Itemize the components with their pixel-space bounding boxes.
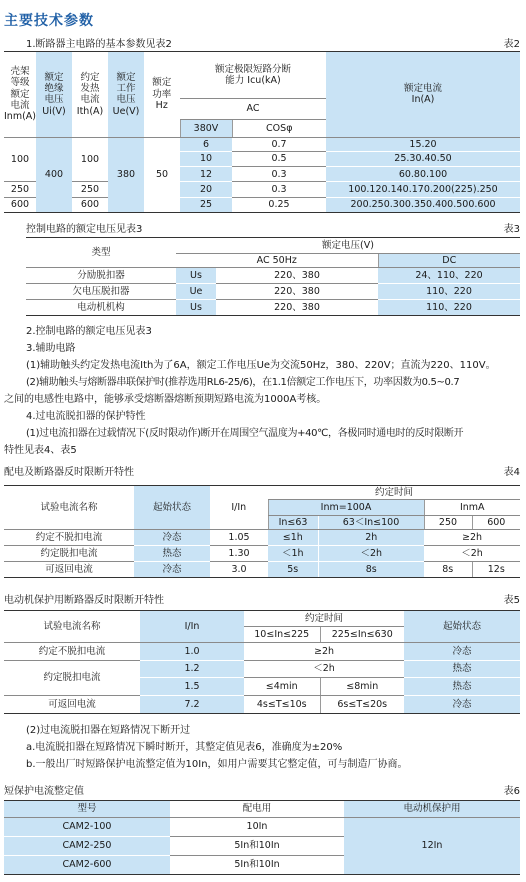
text-line: a.电流脱扣器在短路情况下瞬时断开，其整定值见表6，准确度为±20%: [26, 742, 343, 753]
cell-time-c: 8s: [424, 562, 472, 578]
table4-tag: 表4: [503, 467, 520, 478]
cell-icu: 25: [180, 197, 232, 212]
table5-tag: 表5: [503, 595, 520, 606]
cell-time-b: 8s: [318, 562, 424, 578]
cell-test-current: 约定脱扣电流: [4, 546, 134, 562]
header-in-le-63: In≤63: [268, 516, 318, 530]
cell-ith-100: 100: [72, 137, 108, 182]
header-frequency: 额定 功率 Hz: [144, 52, 180, 138]
cell-in: 15.20: [326, 137, 520, 151]
text-line: (2)辅助触头与熔断器串联保护时(推荐选用RL6-25/6)，在1.1倍额定工作电压下，功率因数为0.5~0.7: [26, 377, 460, 388]
text-line: b.一般出厂时短路保护电流整定值为10In，如用户需要其它整定值，可与制造厂协商。: [26, 759, 408, 770]
cell-frame-100: 100: [4, 137, 36, 182]
cell-cos: 0.3: [232, 182, 326, 197]
table2-caption: 1.断路器主电路的基本参数见表2: [26, 39, 172, 50]
cell-distribution: 10In: [170, 818, 344, 837]
header-i-in: I/In: [140, 611, 244, 643]
cell-i-in: 7.2: [140, 696, 244, 714]
cell-model: CAM2-250: [4, 837, 170, 856]
cell-ue-380: 380: [108, 137, 144, 212]
header-rated-voltage: 额定电压(V): [176, 238, 520, 254]
cell-motor-value: 12In: [344, 818, 520, 875]
cell-symbol: Ue: [176, 284, 216, 300]
table3: [26, 237, 520, 316]
cell-ac: 220、380: [216, 300, 378, 316]
cell-type: 欠电压脱扣器: [26, 284, 176, 300]
cell-state: 冷态: [134, 530, 210, 546]
cell-test-current: 约定不脱扣电流: [4, 643, 140, 661]
cell-time-c: ≥2h: [424, 530, 520, 546]
text-line: 4.过电流脱扣器的保护特性: [26, 411, 146, 422]
header-work-voltage: 额定 工作 电压 Ue(V): [108, 52, 144, 138]
text-line: 特性见表4、表5: [4, 445, 77, 456]
cell-time: ＜2h: [244, 661, 404, 678]
table3-tag: 表3: [503, 224, 520, 235]
cell-cos: 0.5: [232, 151, 326, 166]
cell-test-current: 可返回电流: [4, 696, 140, 714]
cell-time-b: 2h: [318, 530, 424, 546]
header-time-range-2: 225≤In≤630: [320, 627, 404, 643]
header-380v: 380V: [180, 120, 232, 137]
cell-dc: 24、110、220: [378, 268, 520, 284]
header-ac-50hz: AC 50Hz: [176, 254, 378, 268]
cell-freq-50: 50: [144, 137, 180, 212]
table4-caption: 配电及断路器反时限断开特性: [4, 467, 134, 478]
header-agreed-time: 约定时间: [244, 611, 404, 627]
header-insulation-voltage: 额定 绝缘 电压 Ui(V): [36, 52, 72, 138]
paragraph-group-1: [26, 323, 520, 391]
header-type: 类型: [26, 238, 176, 268]
header-time-range-1: 10≤In≤225: [244, 627, 320, 643]
header-rated-current: 额定电流 In(A): [326, 52, 520, 138]
cell-test-current: 可返回电流: [4, 562, 134, 578]
cell-ith-250: 250: [72, 182, 108, 197]
cell-icu: 20: [180, 182, 232, 197]
text-line: 之间的电感性电路中，能够承受熔断器熔断预期短路电流为1000A考核。: [4, 394, 327, 405]
paragraph-group-2: [26, 408, 520, 442]
table2: [4, 51, 520, 213]
cell-i-in: 1.5: [140, 678, 244, 696]
cell-time-c: ＜2h: [424, 546, 520, 562]
cell-ac: 220、380: [216, 284, 378, 300]
cell-symbol: Us: [176, 300, 216, 316]
cell-state: 热态: [134, 546, 210, 562]
cell-time-d: 12s: [472, 562, 520, 578]
cell-state: 冷态: [134, 562, 210, 578]
header-thermal-current: 约定 发热 电流 Ith(A): [72, 52, 108, 138]
cell-in: 25.30.40.50: [326, 151, 520, 166]
cell-time-a: 5s: [268, 562, 318, 578]
text-line: (1)过电流扣器在过载情况下(反时限动作)断开在周围空气温度为+40℃，各极同时通电时的反时限断开: [26, 428, 464, 439]
cell-time-a: ≤1h: [268, 530, 318, 546]
table2-tag: 表2: [503, 39, 520, 50]
table6-caption: 短保护电流整定值: [4, 786, 84, 797]
table5: [4, 610, 520, 714]
cell-time-a: ＜1h: [268, 546, 318, 562]
table5-caption: 电动机保护用断路器反时限断开特性: [4, 595, 164, 606]
cell-in: 60.80.100: [326, 167, 520, 182]
cell-type: 电动机机构: [26, 300, 176, 316]
cell-distribution: 5In和10In: [170, 856, 344, 875]
header-dc: DC: [378, 254, 520, 268]
cell-cos: 0.25: [232, 197, 326, 212]
cell-i-in: 1.0: [140, 643, 244, 661]
cell-frame-600: 600: [4, 197, 36, 212]
cell-time-2: 6s≤T≤20s: [320, 696, 404, 714]
cell-state: 冷态: [404, 696, 520, 714]
table6-tag: 表6: [503, 786, 520, 797]
header-inm-100a: Inm=100A: [268, 500, 424, 516]
cell-state: 热态: [404, 661, 520, 678]
cell-time-1: 4s≤T≤10s: [244, 696, 320, 714]
text-line: 2.控制电路的额定电压见表3: [26, 326, 152, 337]
cell-cos: 0.7: [232, 137, 326, 151]
page-title: 主要技术参数: [4, 13, 94, 29]
cell-cos: 0.3: [232, 167, 326, 182]
cell-icu: 6: [180, 137, 232, 151]
header-in-63-100: 63＜In≤100: [318, 516, 424, 530]
cell-icu: 12: [180, 167, 232, 182]
cell-time-1: ≤4min: [244, 678, 320, 696]
cell-frame-250: 250: [4, 182, 36, 197]
cell-symbol: Us: [176, 268, 216, 284]
cell-ui-400: 400: [36, 137, 72, 212]
header-i-in: I/In: [210, 486, 268, 530]
cell-state: 冷态: [404, 643, 520, 661]
cell-in: 100.120.140.170.200(225).250: [326, 182, 520, 197]
cell-state: 热态: [404, 678, 520, 696]
cell-i-in: 3.0: [210, 562, 268, 578]
cell-dc: 110、220: [378, 300, 520, 316]
cell-i-in: 1.05: [210, 530, 268, 546]
cell-in: 200.250.300.350.400.500.600: [326, 197, 520, 212]
cell-ac: 220、380: [216, 268, 378, 284]
header-frame-current: 壳架 等级 额定 电流 Inm(A): [4, 52, 36, 138]
cell-dc: 110、220: [378, 284, 520, 300]
cell-time-b: ＜2h: [318, 546, 424, 562]
header-distribution: 配电用: [170, 801, 344, 818]
cell-distribution: 5In和10In: [170, 837, 344, 856]
cell-test-current: 约定不脱扣电流: [4, 530, 134, 546]
cell-ith-600: 600: [72, 197, 108, 212]
header-start-state: 起始状态: [134, 486, 210, 530]
header-ac: AC: [180, 98, 326, 119]
table4: [4, 485, 520, 578]
paragraph-group-3: [26, 722, 520, 773]
cell-time-2: ≤8min: [320, 678, 404, 696]
header-cos: COSφ: [232, 120, 326, 137]
cell-icu: 10: [180, 151, 232, 166]
cell-model: CAM2-600: [4, 856, 170, 875]
header-agreed-time: 约定时间: [268, 486, 520, 500]
cell-time: ≥2h: [244, 643, 404, 661]
header-test-current: 试验电流名称: [4, 611, 140, 643]
header-start-state: 起始状态: [404, 611, 520, 643]
header-250: 250: [424, 516, 472, 530]
text-line: 3.辅助电路: [26, 343, 76, 354]
header-model: 型号: [4, 801, 170, 818]
cell-test-current: 约定脱扣电流: [4, 661, 140, 696]
header-breaking-capacity: 额定极限短路分断 能力 Icu(kA): [180, 52, 326, 99]
header-motor-protection: 电动机保护用: [344, 801, 520, 818]
table6: [4, 800, 520, 875]
cell-model: CAM2-100: [4, 818, 170, 837]
header-test-current: 试验电流名称: [4, 486, 134, 530]
cell-type: 分励脱扣器: [26, 268, 176, 284]
header-600: 600: [472, 516, 520, 530]
text-line: (1)辅助触头约定发热电流Ith为了6A，额定工作电压Ue为交流50Hz，380、220V；直流为220、110V。: [26, 360, 496, 371]
text-line: (2)过电流脱扣器在短路情况下断开过: [26, 725, 191, 736]
cell-i-in: 1.2: [140, 661, 244, 678]
cell-i-in: 1.30: [210, 546, 268, 562]
header-inma: InmA: [424, 500, 520, 516]
table3-caption: 控制电路的额定电压见表3: [26, 224, 143, 235]
